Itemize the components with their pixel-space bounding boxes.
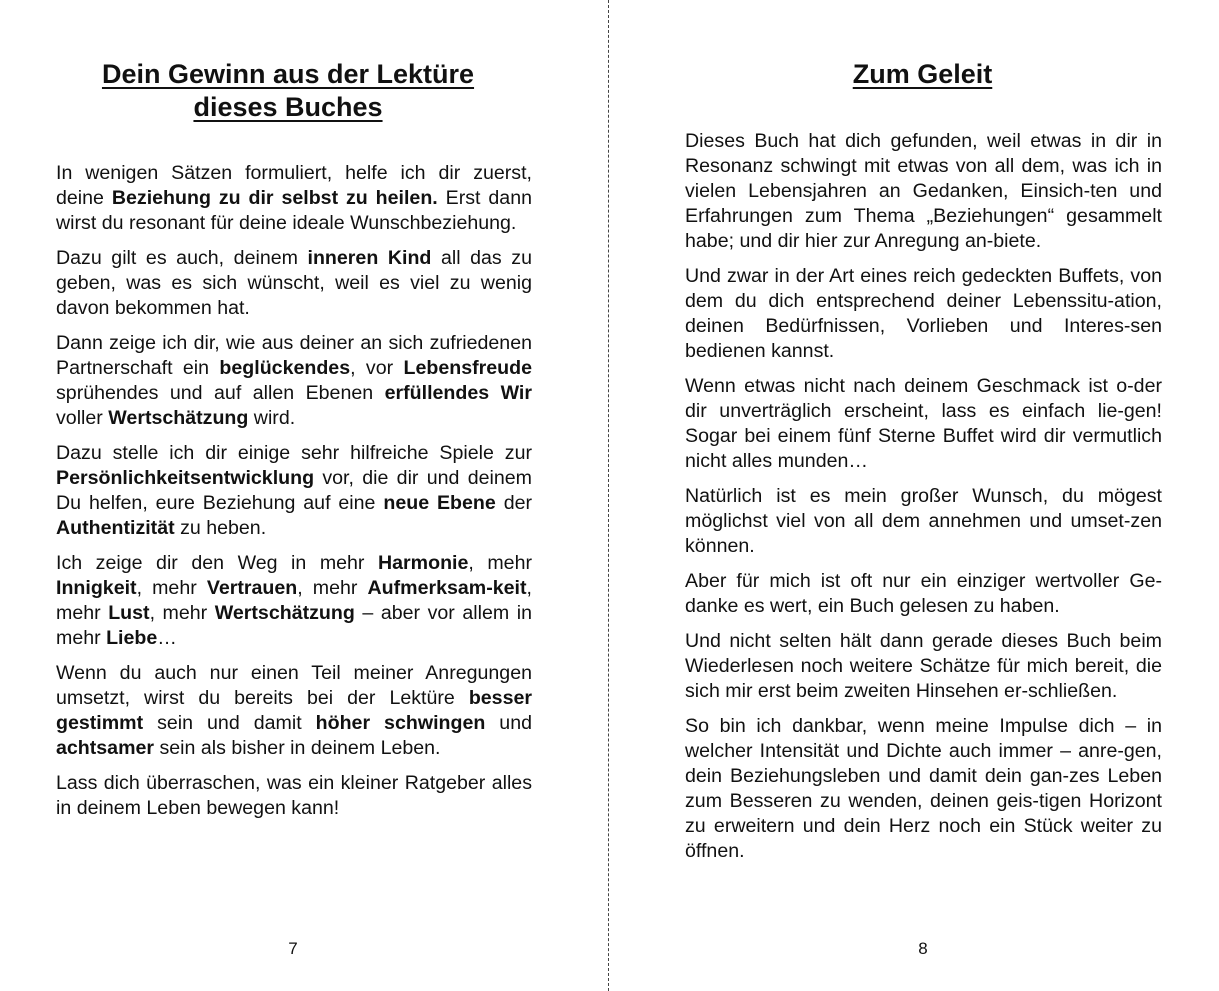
page-divider	[608, 0, 609, 991]
text-run: sein als bisher in deinem Leben.	[154, 737, 441, 759]
text-run: Dann zeige ich dir, wie aus deiner an sich zufriedenen Partnerschaft ein	[56, 332, 532, 379]
text-run: zu heben.	[174, 517, 267, 539]
paragraph	[685, 714, 1162, 864]
text-run: , vor	[350, 357, 404, 379]
text-run: Dazu stelle ich dir einige sehr hilfreiche Spiele zur	[56, 442, 532, 464]
right-page-number: 8	[918, 939, 928, 958]
bold-text: Lust	[108, 602, 150, 624]
text-run: , mehr	[149, 602, 215, 624]
text-run: Wenn du auch nur einen Teil meiner Anregungen umsetzt, wirst du bereits bei der Lektüre	[56, 662, 532, 709]
paragraph	[685, 129, 1162, 254]
paragraph	[685, 264, 1162, 364]
bold-text: Harmonie	[378, 552, 469, 574]
bold-text: beglückendes	[219, 357, 351, 379]
text-run: der	[495, 492, 533, 514]
bold-text: höher schwingen	[315, 712, 486, 734]
paragraph	[56, 771, 532, 821]
bold-text: Innigkeit	[56, 577, 137, 599]
text-run: , mehr	[136, 577, 207, 599]
paragraph	[685, 569, 1162, 619]
paragraph	[685, 374, 1162, 474]
left-page-body	[56, 161, 532, 831]
bold-text: neue Ebene	[383, 492, 496, 514]
text-run: Dazu gilt es auch, deinem	[56, 247, 308, 269]
text-run: …	[157, 627, 177, 649]
paragraph	[56, 551, 532, 651]
bold-text: Aufmerksam-keit	[367, 577, 527, 599]
text-run: Lass dich überraschen, was ein kleiner Ratgeber alles in deinem Leben bewegen kann!	[56, 772, 532, 819]
left-page-title	[40, 58, 536, 124]
text-run: sprühendes und auf allen Ebenen	[56, 382, 385, 404]
text-run: Erst dann wirst du resonant für deine ideale Wunschbeziehung.	[56, 187, 532, 234]
text-run: Natürlich ist es mein großer Wunsch, du mögest möglichst viel von all dem annehmen und umset-zen können.	[685, 485, 1162, 557]
bold-text: Lebensfreude	[403, 357, 532, 379]
text-run: Und zwar in der Art eines reich gedeckten Buffets, von dem du dich entsprechend deiner Lebenssitu-ation, deinen Bedürfnissen, Vorlieben und Interes-sen bedienen kannst.	[685, 265, 1162, 362]
paragraph	[685, 629, 1162, 704]
right-page-body	[685, 129, 1162, 874]
text-run: Und nicht selten hält dann gerade dieses Buch beim Wiederlesen noch weitere Schätze für mich bereit, die sich mir erst beim zweiten Hinsehen er-schließen.	[685, 630, 1162, 702]
paragraph	[56, 161, 532, 236]
text-run: voller	[56, 407, 109, 429]
bold-text: Beziehung zu dir selbst zu heilen.	[111, 187, 438, 209]
paragraph	[56, 246, 532, 321]
bold-text: Wertschätzung	[108, 407, 249, 429]
right-page-title	[678, 58, 1167, 91]
bold-text: besser gestimmt	[56, 687, 532, 734]
bold-text: Liebe	[106, 627, 158, 649]
text-run: und	[485, 712, 532, 734]
paragraph	[56, 331, 532, 431]
text-run: In wenigen Sätzen formuliert, helfe ich dir zuerst, deine	[56, 162, 532, 209]
text-run: wird.	[248, 407, 296, 429]
right-title-text: Zum Geleit	[852, 59, 993, 89]
text-run: , mehr	[468, 552, 532, 574]
text-run: , mehr	[297, 577, 368, 599]
text-run: Aber für mich ist oft nur ein einziger wertvoller Ge-danke es wert, ein Buch gelesen zu haben.	[685, 570, 1162, 617]
right-page	[610, 0, 1219, 991]
bold-text: Authentizität	[56, 517, 175, 539]
bold-text: Wertschätzung	[214, 602, 355, 624]
paragraph	[685, 484, 1162, 559]
left-page	[0, 0, 608, 991]
paragraph	[56, 661, 532, 761]
bold-text: Vertrauen	[206, 577, 298, 599]
paragraph	[56, 441, 532, 541]
left-title-line-1: Dein Gewinn aus der Lektüre	[101, 59, 475, 89]
text-run: So bin ich dankbar, wenn meine Impulse dich – in welcher Intensität und Dichte auch immer – anre-gen, dein Beziehungsleben und damit dein gan-zes Leben zum Besseren zu wenden, deinen geis-tigen Horizont zu erweitern und dein Herz noch ein Stück weiter zu öffnen.	[685, 715, 1162, 862]
bold-text: inneren Kind	[307, 247, 432, 269]
text-run: , mehr	[56, 577, 532, 624]
text-run: Dieses Buch hat dich gefunden, weil etwas in dir in Resonanz schwingt mit etwas von all dem, was ich in vielen Lebensjahren an Gedanken, Einsich-ten und Erfahrungen zum Thema „Beziehungen“ gesammelt habe; und dir hier zur Anregung an-biete.	[685, 130, 1162, 252]
left-title-line-2: dieses Buches	[193, 92, 383, 122]
text-run: Wenn etwas nicht nach deinem Geschmack ist o-der dir unverträglich erscheint, lass es einfach lie-gen! Sogar bei einem fünf Sterne Buffet wird dir vermutlich nicht alles munden…	[685, 375, 1162, 472]
text-run: all das zu geben, was es sich wünscht, weil es viel zu wenig davon bekommen hat.	[56, 247, 532, 319]
text-run: sein und damit	[143, 712, 316, 734]
bold-text: achtsamer	[56, 737, 155, 759]
left-page-number: 7	[288, 939, 298, 958]
text-run: – aber vor allem in mehr	[56, 602, 532, 649]
text-run: Ich zeige dir den Weg in mehr	[56, 552, 378, 574]
bold-text: Persönlichkeitsentwicklung	[56, 467, 315, 489]
text-run: vor, die dir und deinem Du helfen, eure Beziehung auf eine	[56, 467, 532, 514]
bold-text: erfüllendes Wir	[384, 382, 532, 404]
